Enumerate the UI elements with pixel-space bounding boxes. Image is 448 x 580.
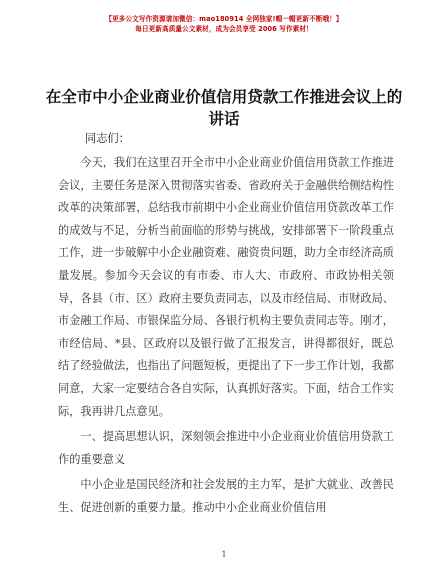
- page-number: 1: [221, 550, 227, 559]
- paragraph-section-1: 中小企业是国民经济和社会发展的主力军，是扩大就业、改善民生、促进创新的重要力量。推动中小企业商业价值信用: [58, 478, 394, 514]
- document-title: 在全市中小企业商业价值信用贷款工作推进会议上的讲话: [45, 88, 403, 128]
- salutation: 同志们：: [85, 132, 130, 145]
- banner-line-1: 【更多公文写作资源请加微信：mao180914 全网独家!帽一帽更新不断哦！】: [105, 15, 343, 23]
- document-body: [58, 152, 394, 520]
- header-banner: [0, 14, 448, 34]
- banner-line-2: 每日更新高质量公文素材，成为会员享受 2006 写作素材！: [135, 25, 313, 33]
- section-heading-1: 一、提高思想认识，深刻领会推进中小企业商业价值信用贷款工作的重要意义: [58, 430, 394, 466]
- paragraph-intro: 今天，我们在这里召开全市中小企业商业价值信用贷款工作推进会议，主要任务是深入贯彻落实省委、省政府关于金融供给侧结构性改革的决策部署，总结我市前期中小企业商业价值信用贷款改革工作的成效与不足，分析当前面临的形势与挑战，安排部署下一阶段重点工作，进一步破解中小企业融资难、融资贵问题，助力全市经济高质量发展。参加今天会议的有市委、市人大、市政府、市政协相关领导，各县（市、区）政府主要负责同志，以及市经信局、市财政局、市金融工作局、市银保监分局、各银行机构主要负责同志等。刚才，市经信局、*县、区政府以及银行做了汇报发言，讲得都很好，既总结了经验做法，也指出了问题短板，更提出了下一步工作计划，我都同意，大家一定要结合各自实际，认真抓好落实。下面，结合工作实际，我再讲几点意见。: [58, 156, 394, 418]
